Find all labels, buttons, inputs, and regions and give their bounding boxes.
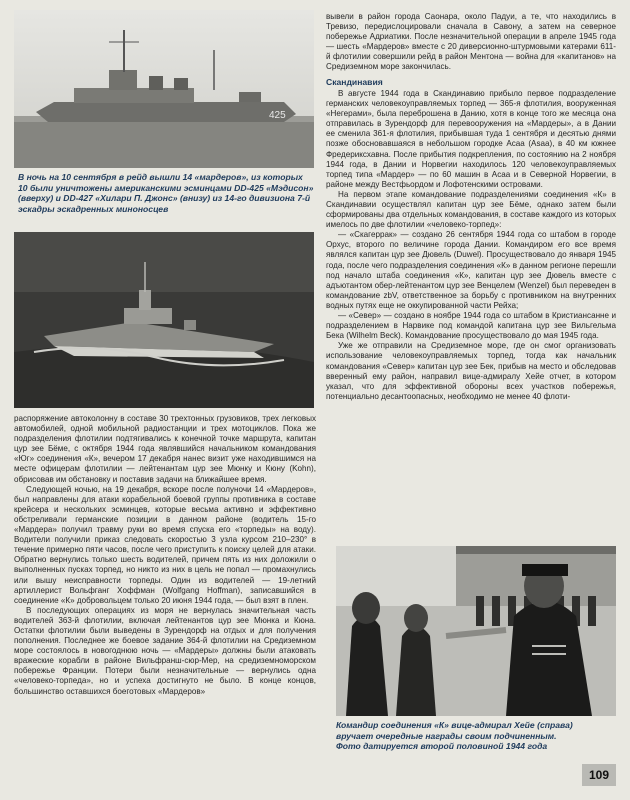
right-intro-paragraph: вывели в район города Саонара, около Падуи, а те, что находились в Тревизо, передислоцировали сначала в Савону, а затем на северное побережье Адриатики. После незначительной операции в апреле 1945 года — шесть «Мардеров» вместе с 20 диверсионно-штурмовыми катерами 611-й флотилии совершили рейд в район Ментона — война для «капитанов» на Средиземном море закончилась. xyxy=(326,12,616,72)
right-text-column xyxy=(326,12,616,402)
right-paragraph-3: — «Скагеррак» — создано 26 сентября 1944 года со штабом в городе Орхус, второго по величине города Дании. Командиром его все время являлся капитан цур зее Дювель (Duwel). Просуществовало до января 1945 года, после чего подразделения соединения «К» в данном регионе перешли под начало штаба соединения «К», капитан цур зее Дювель вместе с адъютантом обер-лейтенантом цур зее Венцелем (Wenzel) был переведен в командование zbV, ответственное за борьбу с противником на внутренних водных путях еще не оккупированной части Рейха; xyxy=(326,230,616,310)
page-number: 109 xyxy=(582,764,616,786)
bottom-photo-caption: Командир соединения «К» вице-адмирал Хейе (справа) вручает очередные награды своим подчиненным. Фото датируется второй половиной 1944 года xyxy=(336,720,573,752)
hull-number-label: 425 xyxy=(269,110,286,121)
top-photo-caption: В ночь на 10 сентября в рейд вышли 14 «мардеров», из которых 10 были уничтожены американскими эсминцами DD-425 «Мэдисон» (вверху) и DD-427 «Хилари П. Джонс» (внизу) из 14-го дивизиона 7-й эскадры эскадренных миноносцев xyxy=(18,172,314,214)
left-text-column xyxy=(14,414,316,697)
award-ceremony-photo xyxy=(336,546,616,716)
right-paragraph-4: — «Север» — создано в ноябре 1944 года со штабом в Кристиансанне и подразделением в Нарвике под командой капитана цур зее Вильгельма Бека (Wilhelm Beck). Командование просуществовало до мая 1945 года. xyxy=(326,311,616,341)
destroyer-madison-photo xyxy=(14,10,314,168)
right-paragraph-1: В августе 1944 года в Скандинавию прибыло первое подразделение германских человекоуправляемых торпед — 365-я флотилия, вооруженная «Негерами», была переброшена в Данию, хотя в конце того же месяца она отправилась в Зурендорф для перевооружения на «Мардеры», а в Дании ее сменила 361-я флотилия, прибывшая туда 1 сентября и десятью днями позже обосновавшаяся в небольшом городке Асаа (Asaa), в 40 км южнее Фредериксхавна. После прибытия подкрепления, по состоянию на 2 ноября 1944 года, в Дании и Норвегии находилось 120 человекоуправляемых торпед типа «Мардер» — по 60 машин в Асаа и в Северной Норвегии, в районе между Вестфьордом и Лофотенскими островами. xyxy=(326,88,616,189)
left-paragraph-2: Следующей ночью, на 19 декабря, вскоре после полуночи 14 «Мардеров», был направлены для атаки корабельной боевой группы противника в составе крейсера и нескольких эсминцев, которые весьма активно и эффективно обстреливали германские позиции в данном районе (водитель 15-го «Мардера» получил травму руки во время спуска его «торпеды» на воду). Водители получили приказ следовать скоростью 3 узла курсом 210–230° в течение примерно пяти часов, после чего приступить к поиску целей для атаки. Обратно вернулись только шесть водителей, причем пять из них доложили о выполненных пусках торпед, но никто из них в цель не попал — промахнулись или вышу неисправности торпеды. Один из водителей — 19-летний артиллерист Вольфганг Хоффман (Wolfgang Hoffman), записавшийся в соединение «К» добровольцем только 20 июня 1944 года, — был взят в плен. xyxy=(14,484,316,605)
right-paragraph-2: На первом этапе командование подразделениями соединения «К» в Скандинавии осуществлял капитан цур зее Бёме, однако затем были сформированы два отдельных командования, в составе каждого из которых имелось по две флотилии «человеко-торпед»: xyxy=(326,189,616,230)
right-paragraph-5: Уже же отправили на Средиземное море, где он смог организовать использование человекоуправляемых торпед, тогда как начальник командования «Север» капитан цур зее Бек, прибыв на место и обследовав вверенный ему район, направил вице-адмиралу Хейе отчет, в котором указал, что для эффективной обороны всех участков побережья, потенциально десантоопасных, необходимо не менее 40 флоти- xyxy=(326,341,616,401)
destroyer-jones-photo xyxy=(14,232,314,408)
left-paragraph-1: распоряжение автоколонну в составе 30 трехтонных грузовиков, трех легковых автомобилей, одной мобильной радиостанции и трех мотоциклов. Пока же подразделения флотилии подтягивались к конечной точке маршрута, капитан цур зее Бёме, с октября 1944 года являвшийся начальником командования «Юг» соединения «К», вечером 17 декабря нанес визит уже находившимся на месте офицерам флотилии — лейтенантам цур зее Мюнку и Кюну (Kohn), обрисовав им обстановку и поставив задачи на ближайшее время. xyxy=(14,414,316,484)
left-paragraph-3: В последующих операциях из моря не вернулась значительная часть водителей 363-й флотилии, включая лейтенантов цур зее Мюнка и Кюна. Остатки флотилии были выведены в Зурендорф на отдых и для получения пополнения. Последнее же боевое задание 364-й флотилии на Средиземном море состоялось в новогоднюю ночь — «Мардеры» должны были атаковать вражеские корабли в районе Вильфранш-сюр-Мер, на средиземноморском побережье Франции. Потери были незначительные — вернулись одна «человеко-торпеда», но и успеха достигнуто не было. В конце концов, большинство оставшихся боеготовых «Мардеров» xyxy=(14,605,316,696)
section-heading-scandinavia: Скандинавия xyxy=(326,76,383,87)
